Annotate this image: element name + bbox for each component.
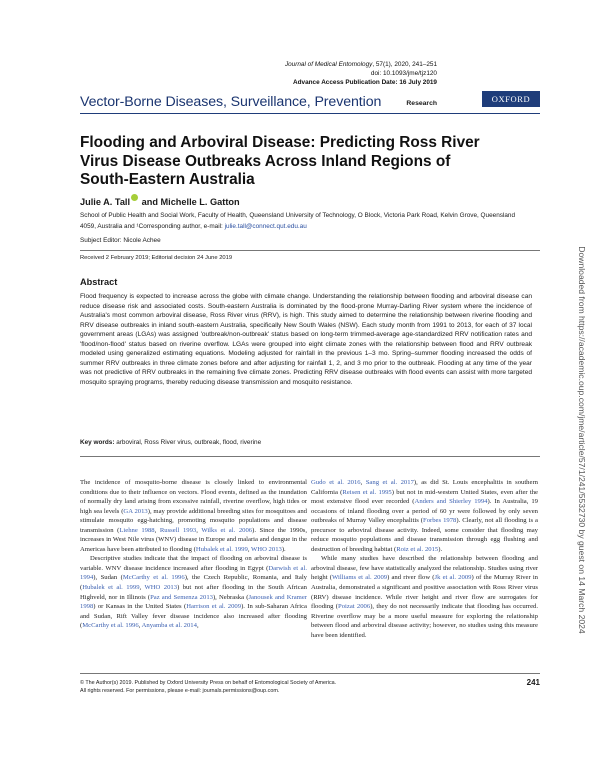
- body-text: While many studies have described the relationship between flooding and arboviral disease, few have statistically analyzed the relationship. Studies using river height (: [311, 555, 538, 582]
- body-text: ). Since the 1990s, increases in West Nile virus (WNV) disease in Europe and malaria and dengue in the Americas have been attributed to flooding (: [80, 526, 308, 553]
- abstract-text: Flood frequency is expected to increase across the globe with climate change. Understanding the relationship between flooding and arboviral disease can reduce disease risk and associated costs. South-eastern Australia is dominated by the flood-prone Murray-Darling River system where the incidence of Australia's most common arboviral disease, Ross River virus (RRV), is high. This study aimed to determine the relationship between riverine flooding and RRV disease outbreaks in inland south-eastern Australia, specifically New South Wales (NSW). Each study month from 1991 to 2013, for each of 37 local government areas (LGAs) was assigned 'outbreak/non-outbreak' status based on long-term trimmed-average age-standardized RRV notification rates and 'flood/non-flood' status based on riverine overflow. LGAs were grouped into eight climate zones with the relationship between flood and RRV outbreak modeled using generalized estimating equations. Modeling adjusted for rainfall in the previous 1–3 mo. Spring–summer flooding increased the odds of summer RRV outbreaks in three climate zones before and after adjusting for rainfall 1, 2, and 3 mo prior to the outbreak. Flooding at any time of the year was not predictive of RRV outbreaks in the remaining five climate zones. Predicting RRV disease outbreaks with flood events can assist with more targeted mosquito spraying programs, thereby reducing disease transmission and mosquito resistance.: [80, 293, 532, 386]
- citation-link[interactable]: WHO 2013: [144, 584, 178, 592]
- citation-link[interactable]: Roiz et al. 2015: [396, 545, 439, 553]
- citation-link[interactable]: Paz and Semenza 2013: [150, 593, 213, 601]
- body-text: ,: [154, 526, 160, 534]
- orcid-icon[interactable]: [131, 194, 138, 201]
- body-text: The incidence of mosquito-borne disease is closely linked to environmental conditions due to their influence on vectors. Flood events, defined as the inundation of normally dry land arising from excessive rainfall, riverine overflow, high tides or high sea levels (: [80, 479, 307, 515]
- footer-rule: [80, 673, 540, 674]
- citation-link[interactable]: Harrison et al. 2009: [186, 603, 242, 611]
- divider: [80, 456, 540, 457]
- citation-link[interactable]: Liehne 1988: [119, 526, 155, 534]
- citation-link[interactable]: Hubalek et al. 1999: [82, 584, 140, 592]
- copyright: © The Author(s) 2019. Published by Oxford University Press on behalf of Entomological Society of America.: [80, 680, 337, 686]
- journal-name: Journal of Medical Entomology: [284, 61, 373, 68]
- body-text: ), Nebraska (: [212, 593, 249, 601]
- citation-link[interactable]: McCarthy et al. 1996: [122, 574, 185, 582]
- authors: [80, 194, 240, 207]
- author-first[interactable]: Julie A. Tall: [80, 197, 131, 207]
- keywords: [80, 439, 261, 446]
- citation-link[interactable]: Williams et al. 2009: [331, 574, 388, 582]
- body-text: ,: [139, 584, 145, 592]
- doi[interactable]: doi: 10.1093/jme/tjz120: [370, 70, 437, 77]
- body-text: ,: [360, 479, 366, 486]
- body-text: ), Sudan (: [93, 574, 123, 582]
- citation-link[interactable]: Russell 1993: [159, 526, 197, 534]
- body-text: ) but not after flooding in the South African Highveld, nor in Illinois (: [80, 584, 307, 601]
- article-type: Research: [406, 100, 437, 107]
- permissions: All rights reserved. For permissions, please e-mail: journals.permissions@oup.com.: [80, 688, 280, 694]
- citation-link[interactable]: WHO 2013: [251, 545, 282, 553]
- keywords-label: Key words:: [80, 439, 115, 446]
- citation-link[interactable]: Jk et al. 2009: [434, 574, 472, 582]
- body-text: ), as did St. Louis encephalitis in southern California (: [311, 479, 538, 496]
- citation-link[interactable]: Hubalek et al. 1999: [195, 545, 248, 553]
- body-text: ,: [196, 526, 202, 534]
- section-heading: Vector-Borne Diseases, Surveillance, Prevention: [80, 94, 382, 110]
- body-paragraph: [80, 478, 307, 554]
- citation-link[interactable]: Darwish et al. 1994: [80, 564, 307, 582]
- footer: [80, 679, 336, 695]
- body-text: ). In sub-Saharan Africa and Sudan, Rift Valley fever disease incidence also increased after flooding (: [80, 603, 307, 630]
- citation-link[interactable]: Anyamba et al. 2014: [141, 622, 197, 630]
- author-second[interactable]: and Michelle L. Gatton: [141, 197, 240, 207]
- citation-link[interactable]: Sang et al. 2017: [365, 479, 414, 486]
- body-text: ). In Australia, 19 occasions of inland flooding over a period of 60 yr were followed by only seven outbreaks of Murray Valley encephalitis (: [311, 498, 538, 525]
- citation-link[interactable]: Poizat 2006: [338, 603, 371, 611]
- download-watermark: Downloaded from https://academic.oup.com/jme/article/57/1/241/5532730 by guest on 14 March 2024: [577, 246, 587, 634]
- body-text: ,: [196, 622, 199, 630]
- body-text: ) of the Murray River in Australia, demonstrated a significant and positive association with Ross River virus (RRV) disease incidence. While river height and river flow are surrogates for flooding (: [311, 574, 539, 611]
- affiliation-text: School of Public Health and Social Work, Faculty of Health, Queensland University of Technology, O Block, Victoria Park Road, Kelvin Grove, Queensland 4059, Australia and ¹Corresponding author, e-mail:: [80, 212, 516, 230]
- divider: [80, 250, 540, 251]
- body-text: ) or Kansas in the United States (: [93, 603, 187, 611]
- citation-link[interactable]: Wilks et al. 2006: [201, 526, 253, 534]
- abstract-heading: Abstract: [80, 277, 118, 287]
- publisher-logo: OXFORD: [482, 91, 540, 107]
- body-paragraph: [311, 554, 538, 640]
- citation-link[interactable]: Forbes 1978: [423, 517, 457, 525]
- email-link[interactable]: julie.tall@connect.qut.edu.au: [224, 222, 307, 230]
- body-text: ) and river flow (: [387, 574, 435, 582]
- body-text: ). Clearly, not all flooding is a precursor to arboviral disease activity. Indeed, some consider that flooding may reduce mosquito populations and disease transmission through egg flushing and destruction of breeding habitat (: [311, 517, 538, 553]
- received-dates: Received 2 February 2019; Editorial decision 24 June 2019: [80, 255, 233, 261]
- article-title: Flooding and Arboviral Disease: Predicting Ross River Virus Disease Outbreaks Across Inland Regions of South-Eastern Australia: [80, 134, 480, 188]
- body-text: ).: [281, 545, 286, 553]
- header-rule: [80, 113, 540, 114]
- keywords-list: arboviral, Ross River virus, outbreak, flood, riverine: [116, 439, 262, 446]
- body-column-right: [311, 478, 538, 640]
- body-paragraph: [80, 554, 307, 630]
- body-text: ), may provide additional breeding sites for mosquitoes and stimulate mosquito egg-hatching, promoting mosquito populations and disease transmission (: [80, 507, 307, 534]
- body-text: ).: [438, 545, 443, 553]
- citation-link[interactable]: Reisen et al. 1995: [342, 488, 392, 496]
- body-column-left: [80, 478, 307, 631]
- journal-citation: , 57(1), 2020, 241–251: [372, 61, 437, 68]
- citation-link[interactable]: Gudo et al. 2016: [311, 479, 361, 486]
- body-text: ,: [138, 622, 142, 630]
- journal-meta: [285, 60, 437, 87]
- body-text: ), they do not necessarily indicate that flooding has occurred. Riverine overflow may be a more useful measure for exploring the relationship between flood and arboviral disease activity; however, no studies using this measure have been identified.: [311, 603, 539, 639]
- citation-link[interactable]: Janousek and Kramer 1998: [80, 593, 307, 611]
- body-text: ,: [247, 545, 252, 553]
- body-paragraph: [311, 478, 538, 554]
- subject-editor: Subject Editor: Nicole Achee: [80, 237, 161, 244]
- citation-link[interactable]: GA 2013: [123, 507, 148, 515]
- citation-link[interactable]: McCarthy et al. 1996: [82, 622, 139, 630]
- affiliation: [80, 211, 520, 232]
- body-text: Descriptive studies indicate that the impact of flooding on arboviral disease is variable. WNV disease incidence increased after flooding in Egypt (: [80, 555, 307, 572]
- body-text: ) but not in mid-western United States, even after the most extensive flood ever recorded (: [311, 488, 538, 506]
- citation-link[interactable]: Anders and Shierley 1994: [414, 498, 488, 506]
- body-text: ), the Czech Republic, Romania, and Italy (: [80, 574, 307, 592]
- page-number: 241: [526, 678, 540, 687]
- advance-access-date: Advance Access Publication Date: 16 July 2019: [293, 79, 437, 86]
